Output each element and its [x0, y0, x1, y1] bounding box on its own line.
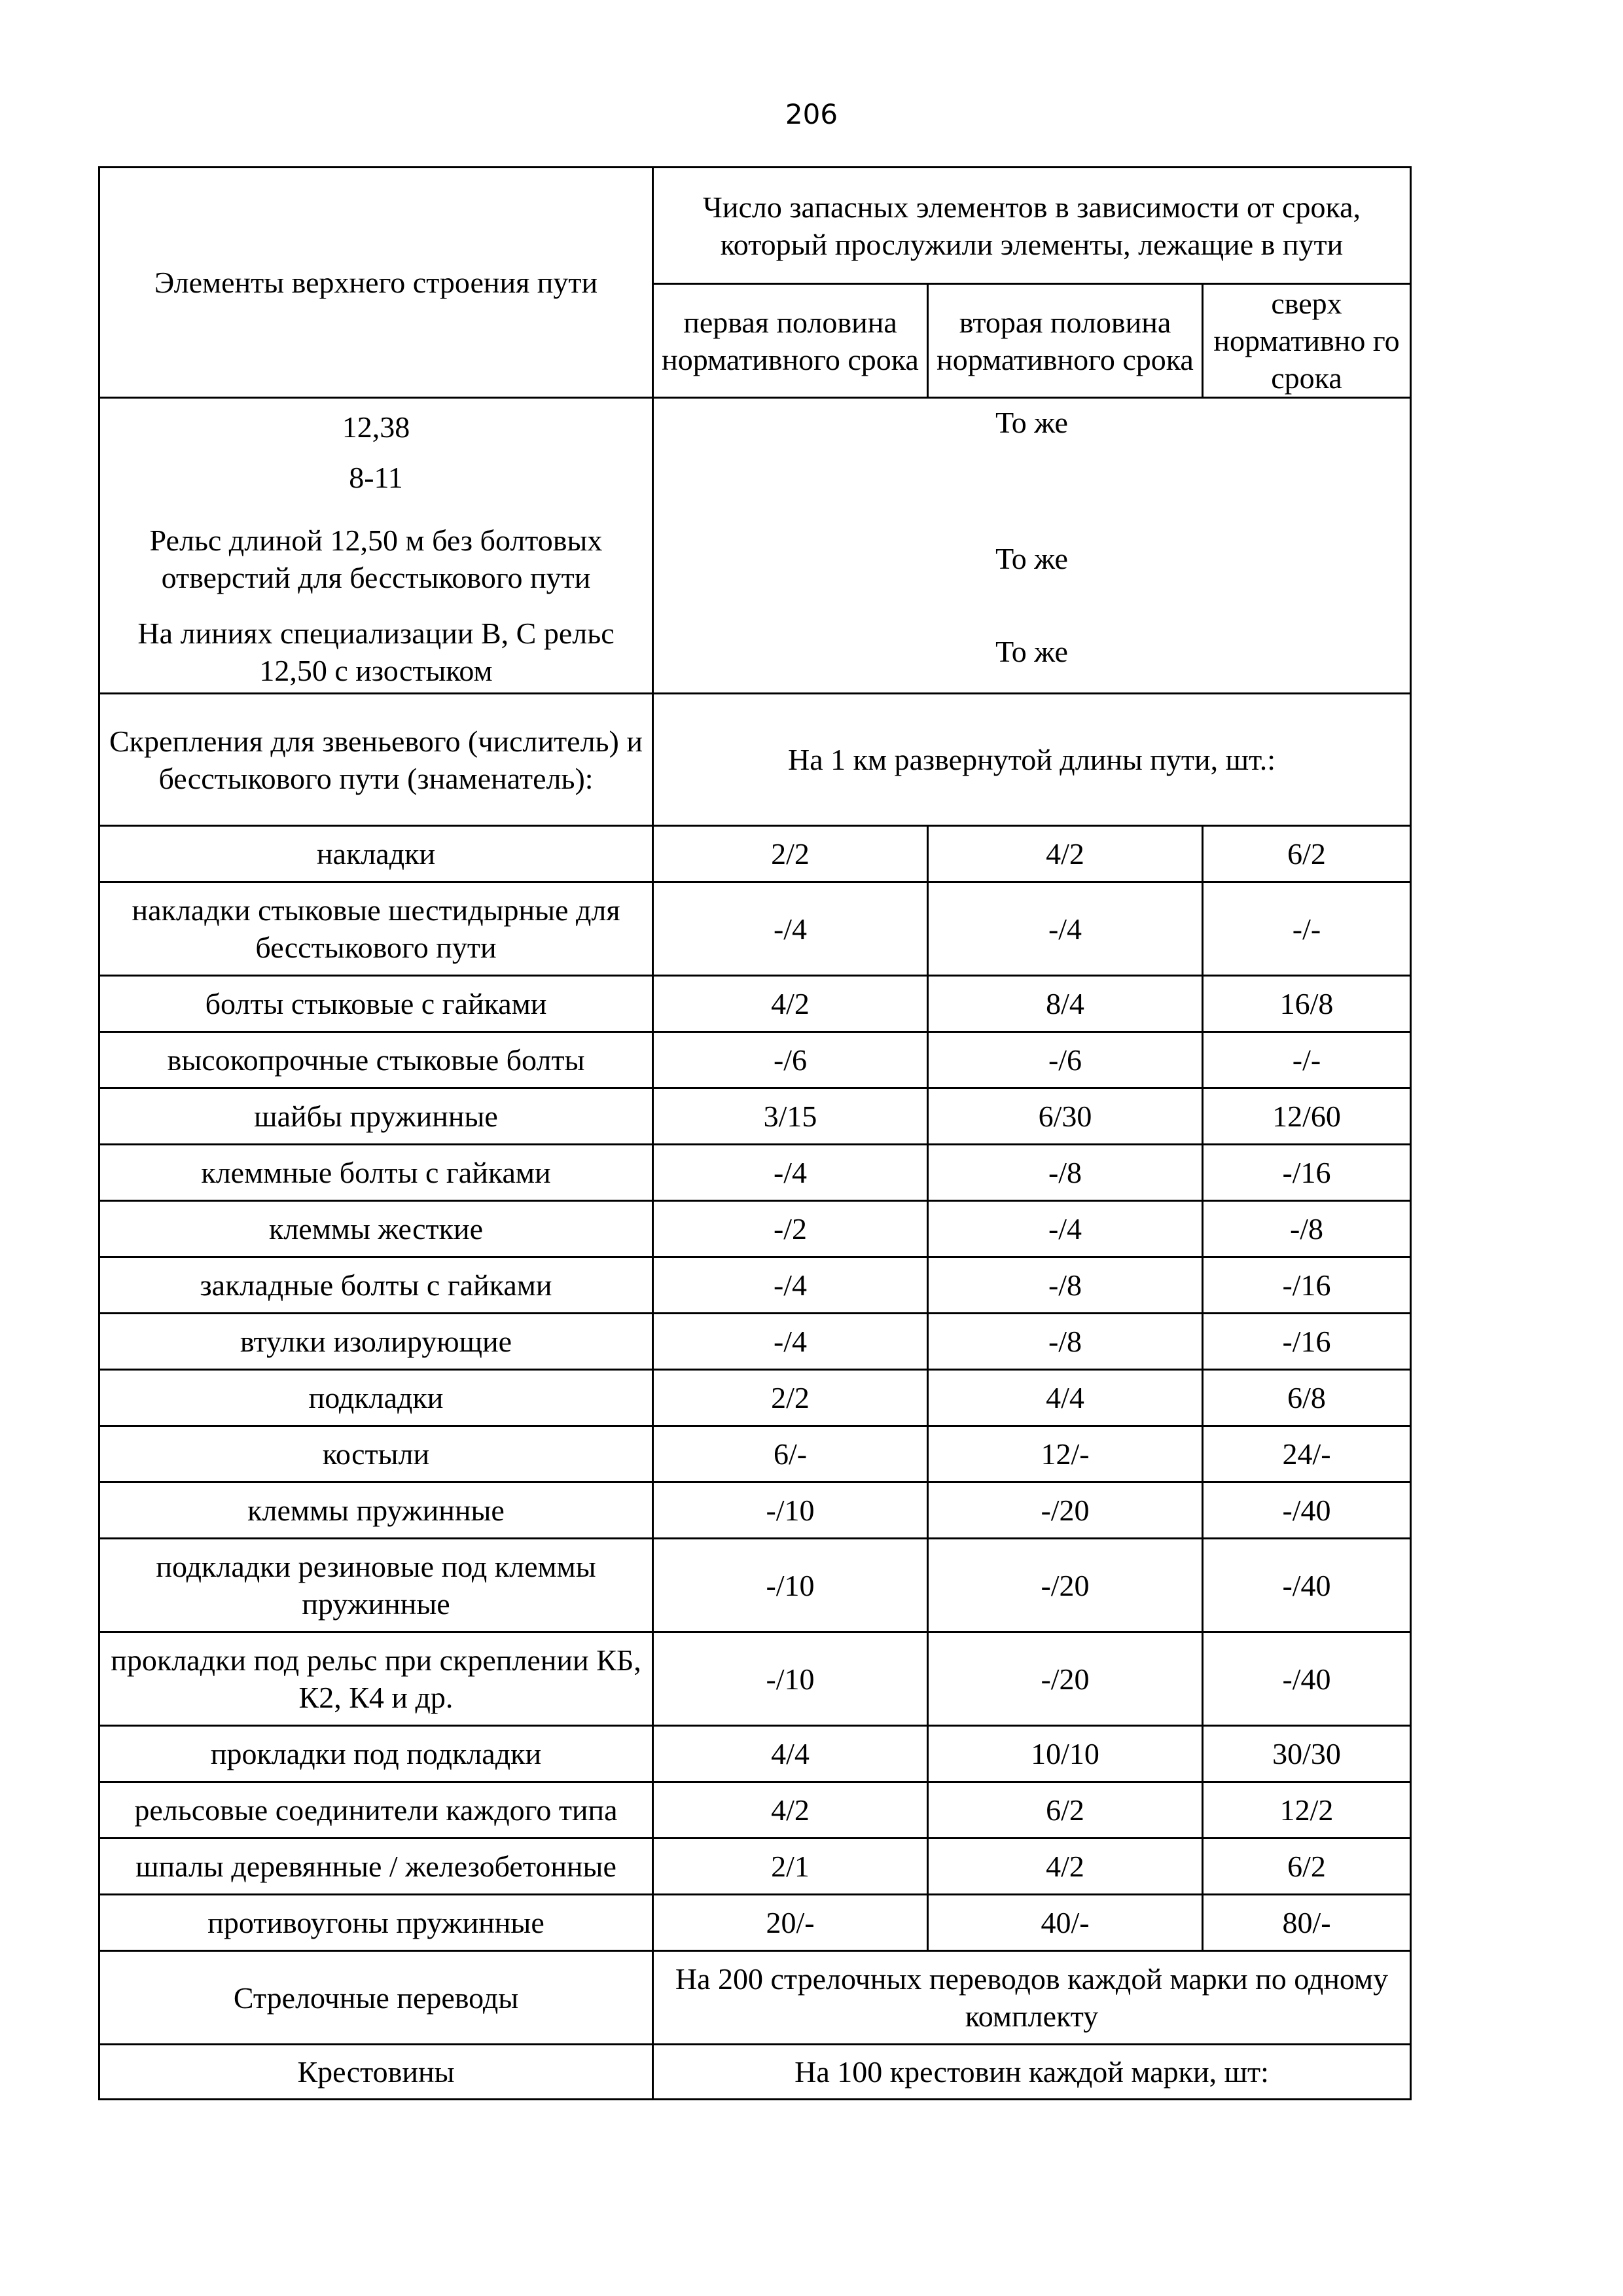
row-value-1: -/6 — [653, 1032, 928, 1088]
page-number: 206 — [785, 98, 838, 130]
row-value-3: -/16 — [1203, 1314, 1411, 1370]
row-value-3: -/8 — [1203, 1201, 1411, 1257]
row-name: прокладки под рельс при скреплении КБ, К2, К4 и др. — [99, 1632, 653, 1726]
fastening-rows — [99, 826, 1411, 1951]
row-value-3: -/40 — [1203, 1539, 1411, 1632]
table-row — [99, 1314, 1411, 1370]
row-value-2: -/8 — [928, 1257, 1203, 1314]
table-row — [99, 1201, 1411, 1257]
table-row — [99, 1895, 1411, 1951]
row-value-1: -/2 — [653, 1201, 928, 1257]
row-name: втулки изолирующие — [99, 1314, 653, 1370]
row-name: высокопрочные стыковые болты — [99, 1032, 653, 1088]
table-row — [99, 1539, 1411, 1632]
row-value-2: -/8 — [928, 1314, 1203, 1370]
row-value-2: 10/10 — [928, 1726, 1203, 1782]
row-value-1: 4/2 — [653, 976, 928, 1032]
rail-row-1-value: То же — [653, 398, 1411, 507]
table-row — [99, 1257, 1411, 1314]
row-value-3: 16/8 — [1203, 976, 1411, 1032]
row-name: накладки стыковые шестидырные для бесстыкового пути — [99, 882, 653, 976]
row-value-2: -/20 — [928, 1632, 1203, 1726]
row-value-2: -/4 — [928, 1201, 1203, 1257]
row-value-3: -/40 — [1203, 1482, 1411, 1539]
table-row — [99, 1632, 1411, 1726]
row-value-2: 6/30 — [928, 1088, 1203, 1145]
row-value-3: -/- — [1203, 882, 1411, 976]
spare-elements-table — [98, 166, 1412, 2100]
row-name: клеммы жесткие — [99, 1201, 653, 1257]
rail-row-1-line2: 8-11 — [349, 461, 403, 495]
table-row — [99, 1370, 1411, 1426]
row-value-3: 6/8 — [1203, 1370, 1411, 1426]
row-value-1: 4/2 — [653, 1782, 928, 1839]
row-value-1: 4/4 — [653, 1726, 928, 1782]
row-name: подкладки — [99, 1370, 653, 1426]
row-value-3: -/16 — [1203, 1145, 1411, 1201]
row-value-1: 2/2 — [653, 826, 928, 882]
header-group: Число запасных элементов в зависимости от срока, который прослужили элементы, лежащие в пути — [653, 168, 1411, 284]
table-row — [99, 826, 1411, 882]
row-value-1: -/4 — [653, 1257, 928, 1314]
rail-row-2-value: То же — [653, 507, 1411, 611]
row-value-2: -/20 — [928, 1539, 1203, 1632]
row-value-3: 12/60 — [1203, 1088, 1411, 1145]
row-name: накладки — [99, 826, 653, 882]
table-row — [99, 1032, 1411, 1088]
rail-row-3-label: На линиях специализации В, С рельс 12,50 с изостыком — [99, 611, 653, 694]
row-value-1: 3/15 — [653, 1088, 928, 1145]
row-name: болты стыковые с гайками — [99, 976, 653, 1032]
row-value-3: -/40 — [1203, 1632, 1411, 1726]
row-value-2: 8/4 — [928, 976, 1203, 1032]
fastenings-value: На 1 км развернутой длины пути, шт.: — [653, 694, 1411, 826]
row-name: противоугоны пружинные — [99, 1895, 653, 1951]
switches-value: На 200 стрелочных переводов каждой марки по одному комплекту — [653, 1951, 1411, 2045]
header-first-half: первая половина нормативного срока — [653, 284, 928, 398]
row-name: прокладки под подкладки — [99, 1726, 653, 1782]
row-name: шпалы деревянные / железобетонные — [99, 1839, 653, 1895]
row-value-1: 2/2 — [653, 1370, 928, 1426]
row-value-1: 6/- — [653, 1426, 928, 1482]
row-value-3: 80/- — [1203, 1895, 1411, 1951]
rail-row-1 — [99, 398, 653, 507]
row-name: рельсовые соединители каждого типа — [99, 1782, 653, 1839]
row-value-2: 4/2 — [928, 826, 1203, 882]
fastenings-label: Скрепления для звеньевого (числитель) и бесстыкового пути (знаменатель): — [99, 694, 653, 826]
row-value-3: 6/2 — [1203, 826, 1411, 882]
row-name: закладные болты с гайками — [99, 1257, 653, 1314]
row-value-1: 2/1 — [653, 1839, 928, 1895]
header-over-norm: сверх нормативно го срока — [1203, 284, 1411, 398]
row-name: шайбы пружинные — [99, 1088, 653, 1145]
row-value-2: 6/2 — [928, 1782, 1203, 1839]
row-name: подкладки резиновые под клеммы пружинные — [99, 1539, 653, 1632]
table-row — [99, 1145, 1411, 1201]
table-row — [99, 1482, 1411, 1539]
row-value-3: 24/- — [1203, 1426, 1411, 1482]
row-value-2: 40/- — [928, 1895, 1203, 1951]
row-value-2: -/6 — [928, 1032, 1203, 1088]
switches-label: Стрелочные переводы — [99, 1951, 653, 2045]
frogs-value: На 100 крестовин каждой марки, шт: — [653, 2045, 1411, 2100]
row-value-2: -/4 — [928, 882, 1203, 976]
row-value-3: -/16 — [1203, 1257, 1411, 1314]
header-elements: Элементы верхнего строения пути — [99, 168, 653, 398]
header-second-half: вторая половина нормативного срока — [928, 284, 1203, 398]
table-row — [99, 1782, 1411, 1839]
row-name: клеммные болты с гайками — [99, 1145, 653, 1201]
row-value-2: -/8 — [928, 1145, 1203, 1201]
table-row — [99, 1726, 1411, 1782]
table-row — [99, 882, 1411, 976]
table-row — [99, 1088, 1411, 1145]
row-name: клеммы пружинные — [99, 1482, 653, 1539]
rail-row-1-line1: 12,38 — [342, 410, 410, 444]
table-row — [99, 1426, 1411, 1482]
row-value-1: -/4 — [653, 882, 928, 976]
frogs-label: Крестовины — [99, 2045, 653, 2100]
table-row — [99, 1839, 1411, 1895]
row-value-2: -/20 — [928, 1482, 1203, 1539]
row-value-2: 4/4 — [928, 1370, 1203, 1426]
row-name: костыли — [99, 1426, 653, 1482]
row-value-2: 12/- — [928, 1426, 1203, 1482]
row-value-3: 12/2 — [1203, 1782, 1411, 1839]
row-value-1: -/10 — [653, 1482, 928, 1539]
row-value-1: -/4 — [653, 1314, 928, 1370]
rail-row-2-label: Рельс длиной 12,50 м без болтовых отверстий для бесстыкового пути — [99, 507, 653, 611]
row-value-1: -/4 — [653, 1145, 928, 1201]
row-value-1: 20/- — [653, 1895, 928, 1951]
row-value-3: -/- — [1203, 1032, 1411, 1088]
row-value-2: 4/2 — [928, 1839, 1203, 1895]
row-value-1: -/10 — [653, 1632, 928, 1726]
row-value-3: 6/2 — [1203, 1839, 1411, 1895]
table-row — [99, 976, 1411, 1032]
row-value-1: -/10 — [653, 1539, 928, 1632]
row-value-3: 30/30 — [1203, 1726, 1411, 1782]
rail-row-3-value: То же — [653, 611, 1411, 694]
